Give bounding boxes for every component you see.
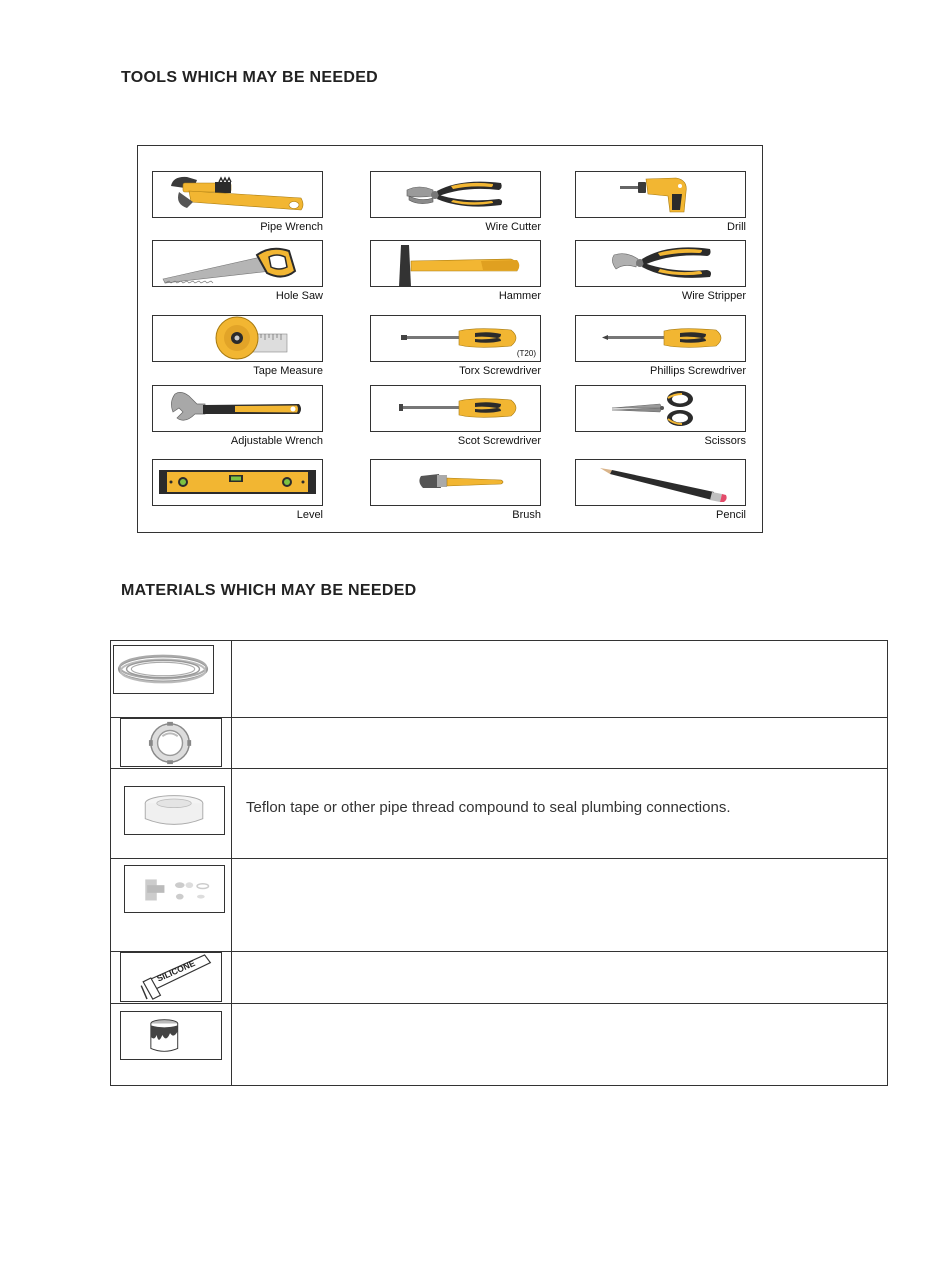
hole-saw-icon: [152, 240, 323, 287]
tools-panel: [137, 145, 763, 533]
tool-tape-measure: [152, 315, 323, 377]
scot-screwdriver-icon: [370, 385, 541, 432]
wire-cutter-icon: [370, 171, 541, 218]
tool-label: Brush: [512, 509, 541, 521]
tool-adjustable-wrench: [152, 385, 323, 447]
tool-label: Scot Screwdriver: [457, 435, 541, 447]
silicone-gun-icon: [120, 952, 222, 1002]
pipe-wrench-icon: [152, 171, 323, 218]
hammer-icon: [370, 240, 541, 287]
tool-wire-cutter: [370, 171, 541, 233]
scissors-icon: [575, 385, 746, 432]
pipe-fittings-icon: [124, 865, 225, 913]
tool-brush: [370, 459, 541, 521]
material-icon-cell: [111, 641, 232, 717]
tape-measure-icon: [152, 315, 323, 362]
material-icon-cell: [111, 952, 232, 1003]
tool-torx-screwdriver: [370, 315, 541, 377]
material-row-silicone: [111, 952, 887, 1004]
material-icon-cell: [111, 859, 232, 951]
material-row-pipe-fittings: [111, 859, 887, 952]
torx-screwdriver-icon: [370, 315, 541, 362]
tool-drill: [575, 171, 746, 233]
tools-heading: TOOLS WHICH MAY BE NEEDED: [121, 69, 379, 86]
teflon-tape-icon: [124, 786, 225, 835]
tool-pipe-wrench: [152, 171, 323, 233]
tool-pencil: [575, 459, 746, 521]
material-row-teflon-tape: [111, 769, 887, 859]
adjustable-wrench-icon: [152, 385, 323, 432]
tool-hammer: [370, 240, 541, 302]
tool-scissors: [575, 385, 746, 447]
cable-coil-icon: [113, 645, 214, 694]
material-icon-cell: [111, 718, 232, 768]
material-description: Teflon tape or other pipe thread compound to seal plumbing connections.: [246, 799, 731, 816]
tool-label: Pencil: [716, 509, 746, 521]
tool-label: Hammer: [498, 290, 541, 302]
tool-label: Level: [296, 509, 323, 521]
tool-label: Hole Saw: [275, 290, 323, 302]
phillips-screwdriver-icon: [575, 315, 746, 362]
drill-icon: [575, 171, 746, 218]
tool-hole-saw: [152, 240, 323, 302]
wire-stripper-icon: [575, 240, 746, 287]
tool-label: Torx Screwdriver: [459, 365, 541, 377]
materials-table: [110, 640, 888, 1086]
level-icon: [152, 459, 323, 506]
pencil-icon: [575, 459, 746, 506]
materials-heading: MATERIALS WHICH MAY BE NEEDED: [121, 582, 417, 599]
tool-label: Scissors: [704, 435, 746, 447]
hose-clamp-fitting-icon: [120, 718, 222, 767]
silicone-stamp: SILICONE: [155, 957, 197, 984]
paint-can-icon: [120, 1011, 222, 1060]
tool-label: Adjustable Wrench: [230, 435, 323, 447]
material-icon-cell: [111, 769, 232, 858]
material-row-paint: [111, 1004, 887, 1085]
tool-wire-stripper: [575, 240, 746, 302]
tool-label: Wire Cutter: [485, 221, 541, 233]
tool-label: Phillips Screwdriver: [650, 365, 746, 377]
torx-size-badge: (T20): [516, 349, 536, 358]
tool-label: Wire Stripper: [681, 290, 746, 302]
brush-icon: [370, 459, 541, 506]
tool-label: Drill: [727, 221, 746, 233]
material-icon-cell: [111, 1004, 232, 1085]
material-row-cable: [111, 641, 887, 718]
tool-label: Pipe Wrench: [260, 221, 323, 233]
tool-scot-screwdriver: [370, 385, 541, 447]
tool-phillips-screwdriver: [575, 315, 746, 377]
material-row-fitting: [111, 718, 887, 769]
tool-label: Tape Measure: [253, 365, 323, 377]
tool-level: [152, 459, 323, 521]
